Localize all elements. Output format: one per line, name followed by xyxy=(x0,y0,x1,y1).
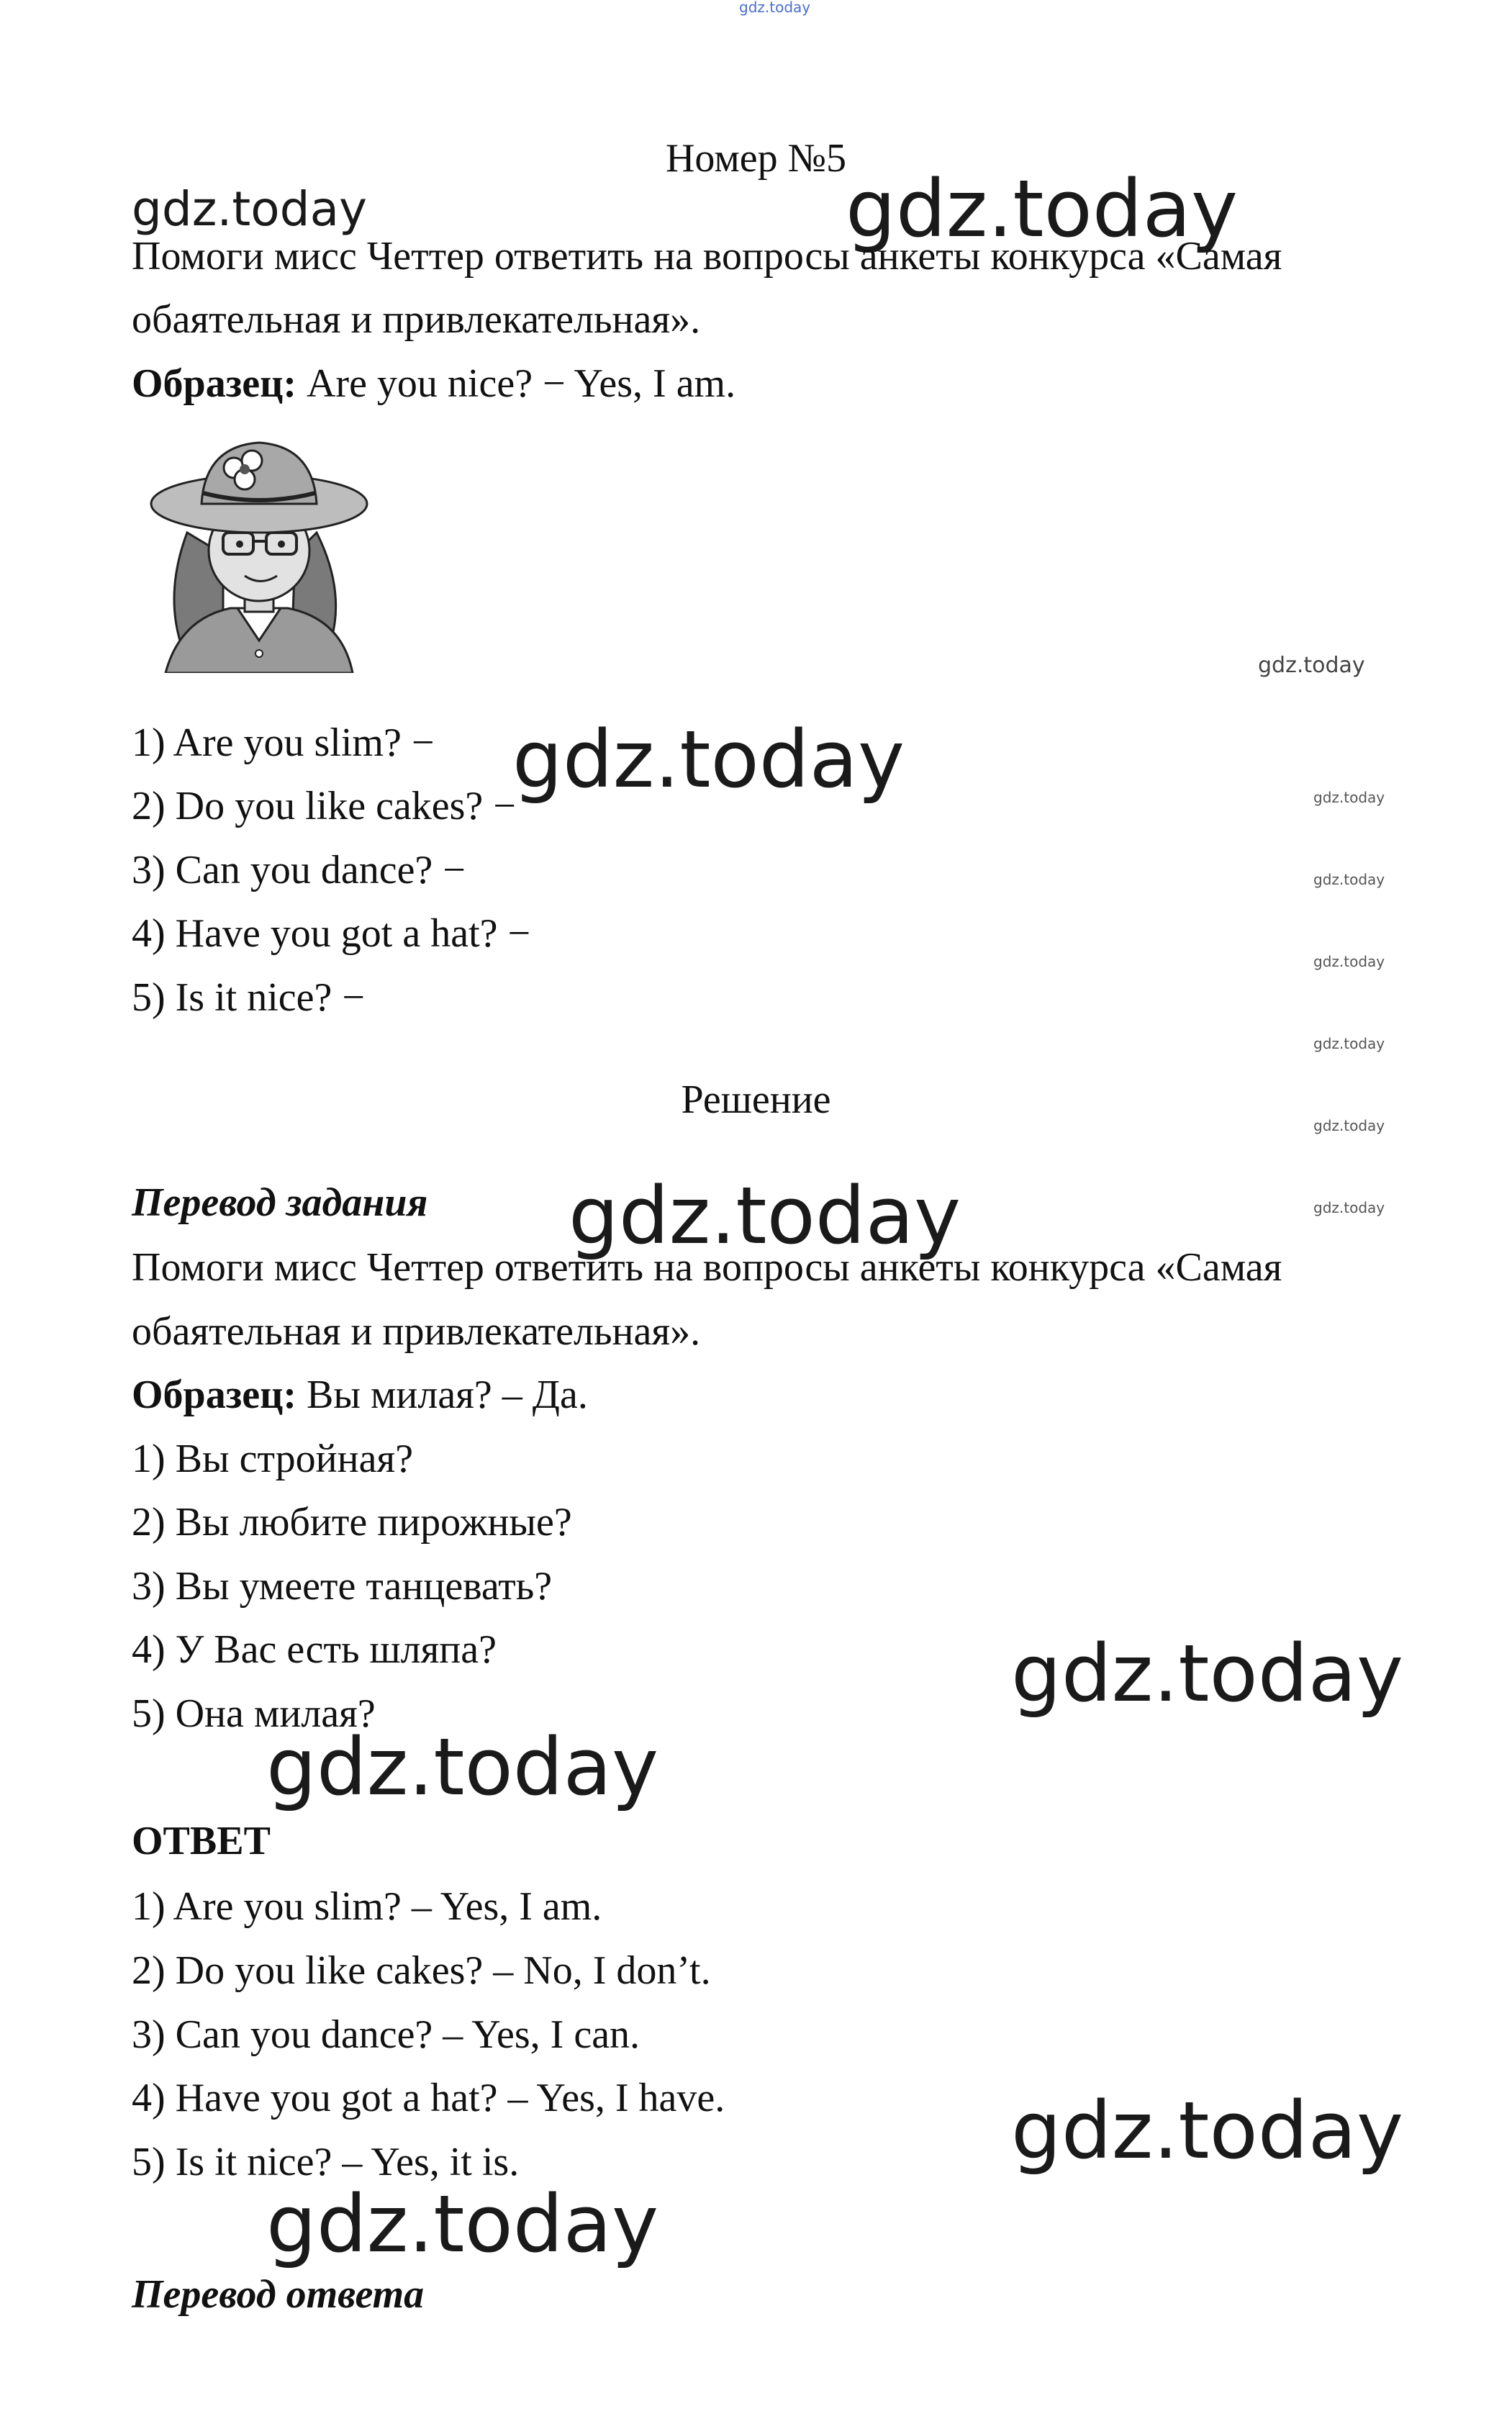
translation-sample xyxy=(132,1375,588,1415)
answer-item: 5) Is it nice? – Yes, it is. xyxy=(132,2140,520,2184)
solution-heading: Решение xyxy=(681,1077,831,1122)
watermark: gdz.today xyxy=(1313,1199,1385,1216)
sample-text: Вы милая? – Да. xyxy=(296,1373,588,1417)
task-sample xyxy=(132,363,735,404)
answer-heading: ОТВЕТ xyxy=(132,1819,271,1863)
answer-item: 2) Do you like cakes? – No, I don’t. xyxy=(132,1948,711,1993)
translation-text: обаятельная и привлекательная». xyxy=(132,1309,701,1354)
task-text: Помоги мисс Четтер ответить на вопросы анкеты конкурса «Самая xyxy=(132,234,1282,279)
translation-item: 3) Вы умеете танцевать? xyxy=(132,1564,553,1609)
watermark: gdz.today xyxy=(1313,1117,1385,1134)
translation-item: 4) У Вас есть шляпа? xyxy=(132,1627,497,1672)
answer-item: 3) Can you dance? – Yes, I can. xyxy=(132,2012,640,2057)
question-item: 4) Have you got a hat? − xyxy=(132,911,531,956)
watermark: gdz.today xyxy=(512,713,905,805)
watermark: gdz.today xyxy=(1011,1627,1404,1719)
watermark: gdz.today xyxy=(1011,2084,1404,2176)
question-item: 5) Is it nice? − xyxy=(132,975,365,1020)
sample-label: Образец: xyxy=(132,1373,296,1417)
watermark: gdz.today xyxy=(132,181,368,237)
question-item: 3) Can you dance? − xyxy=(132,848,466,892)
sample-label: Образец: xyxy=(132,361,296,406)
task-text: обаятельная и привлекательная». xyxy=(132,297,701,342)
watermark: gdz.today xyxy=(1258,653,1365,678)
watermark-top: gdz.today xyxy=(739,0,811,16)
translation-text: Помоги мисс Четтер ответить на вопросы анкеты конкурса «Самая xyxy=(132,1245,1282,1290)
translation-item: 1) Вы стройная? xyxy=(132,1437,414,1481)
woman-with-hat-illustration xyxy=(137,425,381,673)
watermark: gdz.today xyxy=(569,1170,961,1262)
watermark: gdz.today xyxy=(1313,789,1385,806)
watermark: gdz.today xyxy=(1313,871,1385,888)
page-title: Номер №5 xyxy=(665,136,847,181)
translation-heading: Перевод задания xyxy=(132,1180,428,1225)
watermark: gdz.today xyxy=(1313,953,1385,970)
answer-item: 1) Are you slim? – Yes, I am. xyxy=(132,1884,602,1929)
watermark: gdz.today xyxy=(846,163,1239,255)
answer-item: 4) Have you got a hat? – Yes, I have. xyxy=(132,2076,725,2120)
translation-item: 5) Она милая? xyxy=(132,1691,376,1736)
sample-text: Are you nice? − Yes, I am. xyxy=(296,361,736,406)
answer-translation-heading: Перевод ответа xyxy=(132,2272,425,2317)
translation-item: 2) Вы любите пирожные? xyxy=(132,1500,572,1545)
question-item: 1) Are you slim? − xyxy=(132,720,435,765)
watermark: gdz.today xyxy=(266,2178,659,2270)
watermark: gdz.today xyxy=(1313,1035,1385,1052)
question-item: 2) Do you like cakes? − xyxy=(132,784,516,828)
watermark: gdz.today xyxy=(266,1721,659,1813)
